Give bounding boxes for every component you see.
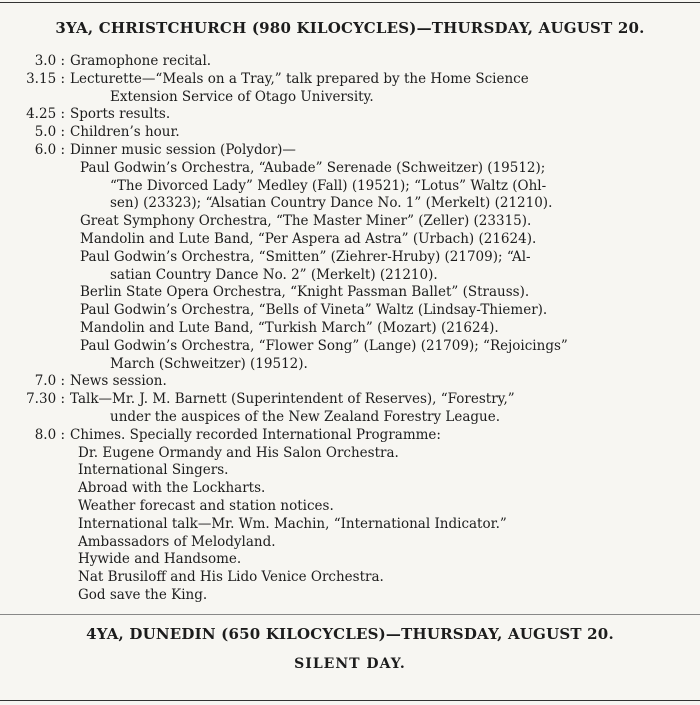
entry-text: Lecturette—“Meals on a Tray,” talk prepared by the Home Science	[70, 70, 529, 87]
entry-time: 6.0 :	[34, 141, 65, 158]
list-item-line: satian Country Dance No. 2” (Merkelt) (21210).	[110, 266, 438, 283]
entry-text: Talk—Mr. J. M. Barnett (Superintendent of Reserves), “Forestry,”	[70, 391, 515, 408]
christchurch-heading: 3YA, CHRISTCHURCH (980 KILOCYCLES)—THURSDAY, AUGUST 20.	[55, 19, 645, 37]
list-item: International Singers.	[78, 462, 229, 479]
list-item: Weather forecast and station notices.	[78, 497, 334, 514]
list-item: Ambassadors of Melodyland.	[78, 533, 276, 550]
list-item: Abroad with the Lockharts.	[78, 480, 266, 497]
list-item	[80, 213, 680, 231]
list-item-line: Paul Godwin’s Orchestra, “Aubade” Serenade (Schweitzer) (19512);	[80, 159, 546, 176]
list-item	[80, 231, 680, 249]
list-item-line: sen) (23323); “Alsatian Country Dance No. 1” (Merkelt) (21210).	[110, 195, 553, 212]
list-item	[80, 249, 680, 285]
entry-text: Chimes. Specially recorded International Programme:	[70, 426, 441, 443]
list-item-line: “The Divorced Lady” Medley (Fall) (19521); “Lotus” Waltz (Ohl-	[110, 177, 547, 194]
top-rule	[0, 2, 700, 3]
silent-day-label: SILENT DAY.	[294, 656, 406, 672]
list-item	[80, 320, 680, 338]
list-item: Dr. Eugene Ormandy and His Salon Orchestra.	[78, 444, 399, 461]
programme-entry	[0, 53, 700, 71]
entry-time: 7.0 :	[34, 373, 65, 390]
section-divider	[0, 614, 700, 615]
list-item-line: March (Schweitzer) (19512).	[110, 355, 308, 372]
entry-text: News session.	[70, 373, 167, 390]
entry-time: 8.0 :	[34, 426, 65, 443]
list-item-line: Paul Godwin’s Orchestra, “Bells of Vineta” Waltz (Lindsay-Thiemer).	[80, 302, 548, 319]
entry-text: under the auspices of the New Zealand Forestry League.	[110, 408, 500, 425]
list-item-line: Berlin State Opera Orchestra, “Knight Passman Ballet” (Strauss).	[80, 284, 530, 301]
entry-time: 3.0 :	[34, 53, 65, 69]
list-item-line: Paul Godwin’s Orchestra, “Smitten” (Ziehrer-Hruby) (21709); “Al-	[80, 248, 531, 265]
christchurch-programme	[0, 53, 700, 605]
programme-entry	[0, 373, 700, 391]
dunedin-heading: 4YA, DUNEDIN (650 KILOCYCLES)—THURSDAY, AUGUST 20.	[86, 625, 614, 643]
list-item: Nat Brusiloff and His Lido Venice Orchestra.	[78, 569, 384, 586]
programme-entry	[0, 391, 700, 427]
entry-text: Extension Service of Otago University.	[110, 88, 374, 105]
list-item: Hywide and Handsome.	[78, 551, 242, 568]
programme-entry	[0, 71, 700, 107]
entry-time: 3.15 :	[26, 70, 65, 87]
list-item	[80, 160, 680, 213]
programme-entry	[0, 106, 700, 124]
bottom-rule	[0, 700, 700, 701]
dinner-music-list	[80, 160, 680, 374]
entry-text: Children’s hour.	[70, 124, 180, 141]
list-item-line: Mandolin and Lute Band, “Turkish March” (Mozart) (21624).	[80, 319, 499, 336]
list-item-line: Mandolin and Lute Band, “Per Aspera ad Astra” (Urbach) (21624).	[80, 230, 537, 247]
list-item	[80, 338, 680, 374]
list-item-line: Paul Godwin’s Orchestra, “Flower Song” (Lange) (21709); “Rejoicings”	[80, 337, 568, 354]
list-item: International talk—Mr. Wm. Machin, “International Indicator.”	[78, 515, 507, 532]
entry-text: Dinner music session (Polydor)—	[70, 141, 296, 158]
entry-time: 5.0 :	[34, 124, 65, 141]
international-programme-list	[78, 445, 680, 605]
programme-entry	[0, 427, 700, 445]
entry-time: 7.30 :	[26, 391, 65, 408]
list-item-line: Great Symphony Orchestra, “The Master Miner” (Zeller) (23315).	[80, 213, 532, 230]
programme-entry	[0, 124, 700, 142]
entry-time: 4.25 :	[26, 106, 65, 123]
list-item: God save the King.	[78, 586, 208, 603]
entry-text: Gramophone recital.	[70, 53, 212, 69]
programme-entry	[0, 142, 700, 160]
list-item	[80, 284, 680, 302]
list-item	[80, 302, 680, 320]
entry-text: Sports results.	[70, 106, 171, 123]
